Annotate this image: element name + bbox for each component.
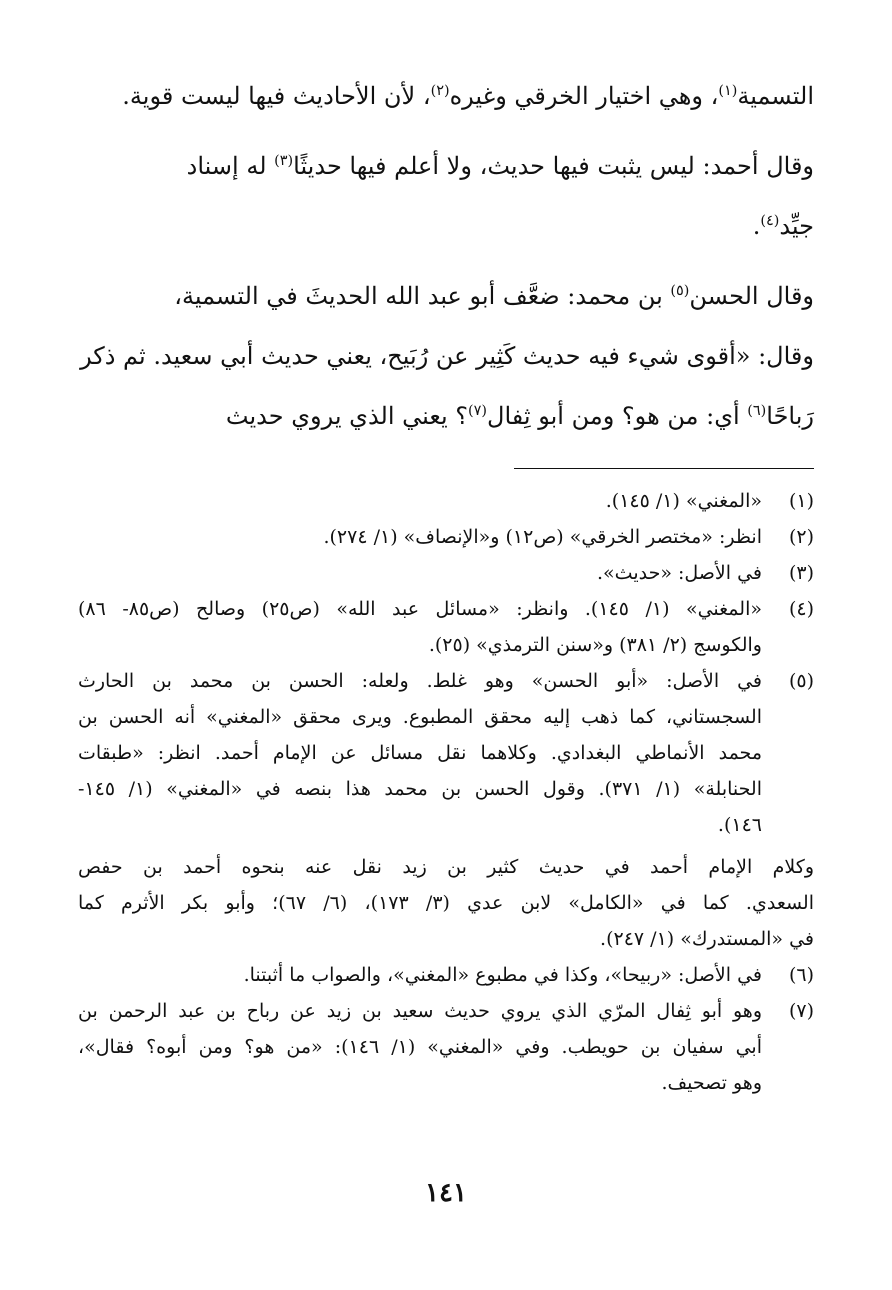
footnote-number: (٧) xyxy=(788,1000,814,1022)
footnote-6 xyxy=(78,957,814,993)
footnote-marker: (٢) xyxy=(430,83,450,99)
footnote-line: أبي سفيان بن حويطب. وفي «المغني» (١/ ١٤٦): «من هو؟ ومن أبوه؟ فقال»، xyxy=(78,1036,762,1058)
footnote-number: (٣) xyxy=(788,562,814,584)
footnote-2 xyxy=(78,519,814,555)
text-line: وقال: «أقوى شيء فيه حديث كَثِير عن رُبَيح، يعني حديث أبي سعيد. ثم ذكر xyxy=(80,342,814,370)
footnote-line: ١٤٦). xyxy=(717,814,762,836)
footnote-number: (٤) xyxy=(788,598,814,620)
footnote-line: والكوسج (٢/ ٣٨١) و«سنن الترمذي» (٢٥). xyxy=(428,634,762,656)
footnote-3 xyxy=(78,555,814,591)
page-body xyxy=(78,66,814,1101)
text-line: وقال أحمد: ليس يثبت فيها حديث، ولا أعلم فيها حديثًا$^{(٣)}$ له إسناد xyxy=(186,152,814,180)
footnote-line: في الأصل: «حديث». xyxy=(597,562,762,584)
footnote-marker: (١) xyxy=(718,83,738,99)
footnote-number: (٢) xyxy=(788,526,814,548)
page-number: ١٤١ xyxy=(425,1178,467,1208)
footnote-line: وهو أبو ثِفال المرّي الذي يروي حديث سعيد بن زيد عن رباح بن عبد الرحمن بن xyxy=(78,1000,762,1022)
footnote-marker: (٤) xyxy=(760,213,780,229)
footnote-line: وكلام الإمام أحمد في حديث كثير بن زيد نقل عنه بنحوه أحمد بن حفص xyxy=(78,856,814,878)
footnote-7 xyxy=(78,993,814,1101)
paragraph-1 xyxy=(78,66,814,126)
paragraph-3 xyxy=(78,266,814,446)
footnote-line: في الأصل: «أبو الحسن» وهو غلط. ولعله: الحسن بن محمد بن الحارث xyxy=(78,670,762,692)
footnote-line: في الأصل: «ربيحا»، وكذا في مطبوع «المغني»، والصواب ما أثبتنا. xyxy=(243,964,762,986)
footnote-number: (٥) xyxy=(788,670,814,692)
paragraph-2 xyxy=(78,136,814,256)
footnote-line: وهو تصحيف. xyxy=(661,1072,762,1094)
footnotes xyxy=(78,483,814,1101)
text-line: جيِّد$^{(٤)}$. xyxy=(752,212,814,240)
footnote-line: في «المستدرك» (١/ ٢٤٧). xyxy=(600,928,814,950)
footnote-line: «المغني» (١/ ١٤٥). وانظر: «مسائل عبد الله» (ص٢٥) وصالح (ص٨٥- ٨٦) xyxy=(78,598,762,620)
text-line: التسمية$^{(١)}$، وهي اختيار الخرقي وغيره$^{(٢)}$، لأن الأحاديث فيها ليست قوية. xyxy=(122,82,814,110)
footnote-5 xyxy=(78,663,814,843)
footnote-line: السعدي. كما في «الكامل» لابن عدي (٣/ ١٧٣)، (٦/ ٦٧)؛ وأبو بكر الأثرم كما xyxy=(78,892,815,914)
footnote-line: الحنابلة» (١/ ٣٧١). وقول الحسن بن محمد هذا بنصه في «المغني» (١/ ١٤٥- xyxy=(78,778,762,800)
main-text xyxy=(78,66,814,446)
footnote-marker: (٦) xyxy=(747,403,767,419)
footnote-continuation xyxy=(78,849,814,957)
footnote-marker: (٥) xyxy=(670,283,690,299)
footnote-marker: (٣) xyxy=(274,153,294,169)
text-line: رَباحًا$^{(٦)}$ أي: من هو؟ ومن أبو ثِفال$^{(٧)}$؟ يعني الذي يروي حديث xyxy=(225,402,814,430)
footnote-number: (٦) xyxy=(788,964,814,986)
footnote-line: محمد الأنماطي البغدادي. وكلاهما نقل مسائل عن الإمام أحمد. انظر: «طبقات xyxy=(78,742,762,764)
text-line: وقال الحسن$^{(٥)}$ بن محمد: ضعَّف أبو عبد الله الحديثَ في التسمية، xyxy=(174,282,814,310)
footnote-number: (١) xyxy=(788,490,814,512)
footnote-marker: (٧) xyxy=(468,403,488,419)
footnote-4 xyxy=(78,591,814,663)
footnote-separator xyxy=(514,468,814,469)
footnote-line: السجستاني، كما ذهب إليه محقق المطبوع. ويرى محقق «المغني» أنه الحسن بن xyxy=(78,706,762,728)
footnote-1 xyxy=(78,483,814,519)
footnote-line: «المغني» (١/ ١٤٥). xyxy=(605,490,762,512)
footnote-line: انظر: «مختصر الخرقي» (ص١٢) و«الإنصاف» (١/ ٢٧٤). xyxy=(323,526,762,548)
